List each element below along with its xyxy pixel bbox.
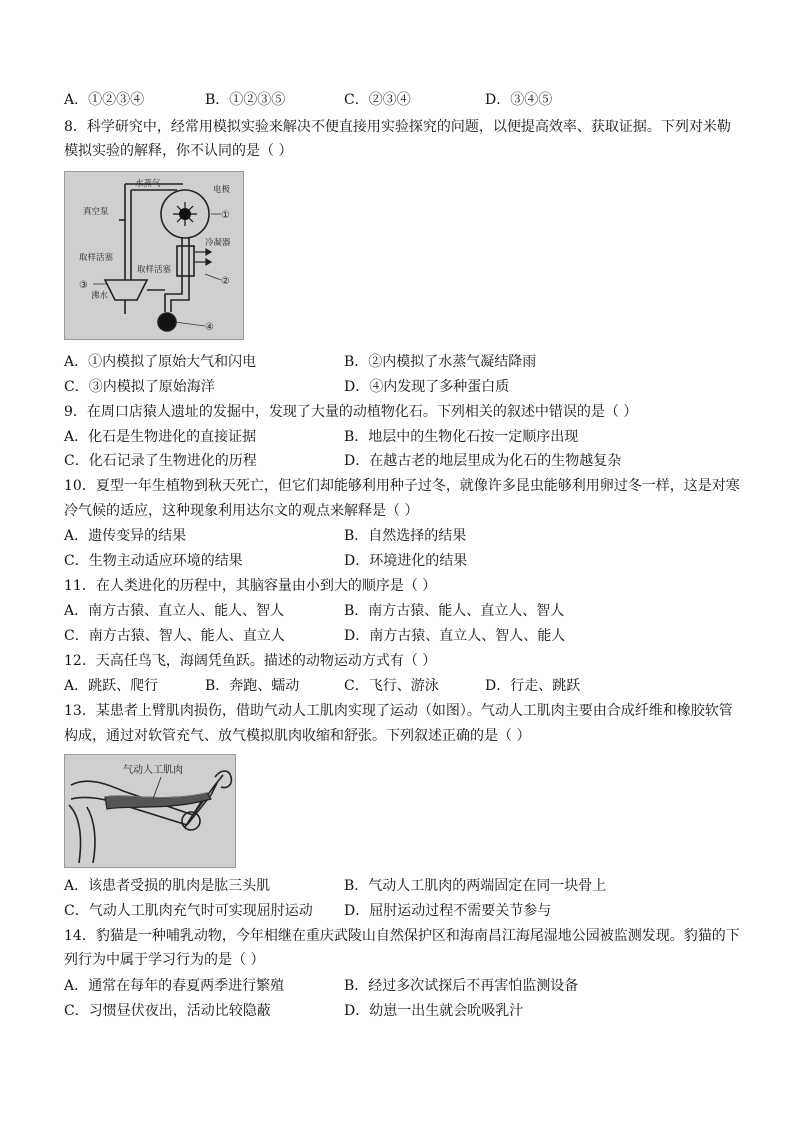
q10-option-a: A．遗传变异的结果 bbox=[64, 528, 187, 544]
q10-option-d: D．环境进化的结果 bbox=[344, 553, 468, 569]
q11-option-d: D．南方古猿、直立人、智人、能人 bbox=[344, 628, 566, 644]
q10-option-c: C．生物主动适应环境的结果 bbox=[64, 553, 243, 569]
q8-option-a: A．①内模拟了原始大气和闪电 bbox=[64, 354, 257, 370]
q9-option-b: B．地层中的生物化石按一定顺序出现 bbox=[344, 429, 579, 445]
q14-option-d: D．幼崽一出生就会吮吸乳汁 bbox=[344, 1003, 524, 1019]
label-sampling-valve-left: 取样活塞 bbox=[79, 253, 114, 263]
label-vacuum-pump: 真空泵 bbox=[83, 207, 109, 217]
q14-stem-line1: 14．豹猫是一种哺乳动物，今年相继在重庆武陵山自然保护区和海南昌江海尾湿地公园被监测发现。豹猫的下 bbox=[64, 928, 740, 944]
label-sampling-valve-right: 取样活塞 bbox=[137, 265, 172, 275]
q12-option-d: D．行走、跳跃 bbox=[485, 678, 581, 694]
q14-option-b: B．经过多次试探后不再害怕监测设备 bbox=[344, 978, 579, 994]
q13-stem-line1: 13．某患者上臂肌肉损伤，借助气动人工肌肉实现了运动（如图）。气动人工肌肉主要由合成纤维和橡胶软管 bbox=[64, 703, 733, 719]
label-steam: 水蒸气 bbox=[135, 179, 161, 189]
q7-option-a: A．①②③④ bbox=[64, 92, 145, 108]
miller-apparatus-figure bbox=[64, 171, 244, 340]
label-artificial-muscle: 气动人工肌肉 bbox=[123, 765, 183, 776]
q11-stem: 11．在人类进化的历程中，其脑容量由小到大的顺序是（ ） bbox=[64, 578, 437, 594]
q7-option-b: B．①②③⑤ bbox=[205, 92, 286, 108]
q12-stem: 12．天高任鸟飞，海阔凭鱼跃。描述的动物运动方式有（ ） bbox=[64, 653, 437, 669]
label-electrode: 电极 bbox=[213, 185, 231, 195]
label-condenser: 冷凝器 bbox=[205, 238, 231, 248]
label-marker-2: ② bbox=[221, 276, 230, 287]
q8-option-c: C．③内模拟了原始海洋 bbox=[64, 379, 215, 395]
q14-option-c: C．习惯昼伏夜出，活动比较隐蔽 bbox=[64, 1003, 271, 1019]
q11-option-a: A．南方古猿、直立人、能人、智人 bbox=[64, 603, 285, 619]
q13-option-c: C．气动人工肌肉充气时可实现屈肘运动 bbox=[64, 903, 313, 919]
q13-option-a: A．该患者受损的肌肉是肱三头肌 bbox=[64, 878, 271, 894]
q8-option-d: D．④内发现了多种蛋白质 bbox=[344, 379, 510, 395]
q10-stem-line2: 冷气候的适应，这种现象利用达尔文的观点来解释是（ ） bbox=[64, 503, 419, 519]
q11-option-b: B．南方古猿、能人、直立人、智人 bbox=[344, 603, 565, 619]
q9-option-c: C．化石记录了生物进化的历程 bbox=[64, 453, 257, 469]
q10-option-b: B．自然选择的结果 bbox=[344, 528, 467, 544]
q9-option-d: D．在越古老的地层里成为化石的生物越复杂 bbox=[344, 453, 622, 469]
artificial-muscle-diagram bbox=[65, 755, 235, 867]
artificial-muscle-figure bbox=[64, 754, 236, 868]
q13-option-d: D．屈肘运动过程不需要关节参与 bbox=[344, 903, 552, 919]
q8-stem-line1: 8．科学研究中，经常用模拟实验来解决不便直接用实验探究的问题，以便提高效率、获取证据。下列对米勒 bbox=[64, 119, 731, 135]
label-boiling-water: 沸水 bbox=[91, 291, 109, 301]
q12-option-a: A．跳跃、爬行 bbox=[64, 678, 159, 694]
q14-option-a: A．通常在每年的春夏两季进行繁殖 bbox=[64, 978, 285, 994]
q9-stem: 9．在周口店猿人遗址的发掘中，发现了大量的动植物化石。下列相关的叙述中错误的是（ ） bbox=[64, 404, 638, 420]
label-marker-4: ④ bbox=[205, 322, 214, 333]
q12-option-b: B．奔跑、蠕动 bbox=[205, 678, 300, 694]
miller-apparatus-diagram bbox=[65, 172, 243, 339]
q7-option-c: C．②③④ bbox=[344, 92, 411, 108]
q12-option-c: C．飞行、游泳 bbox=[344, 678, 439, 694]
label-marker-1: ① bbox=[221, 210, 230, 221]
q13-stem-line2: 构成，通过对软管充气、放气模拟肌肉收缩和舒张。下列叙述正确的是（ ） bbox=[64, 728, 531, 744]
q8-stem-line2: 模拟实验的解释，你不认同的是（ ） bbox=[64, 143, 293, 159]
q13-option-b: B．气动人工肌肉的两端固定在同一块骨上 bbox=[344, 878, 607, 894]
q9-option-a: A．化石是生物进化的直接证据 bbox=[64, 429, 257, 445]
spark-icon bbox=[179, 208, 191, 220]
q14-stem-line2: 列行为中属于学习行为的是（ ） bbox=[64, 952, 265, 968]
q10-stem-line1: 10．夏型一年生植物到秋天死亡，但它们却能够利用种子过冬，就像许多昆虫能够利用卵过冬一样，这是对寒 bbox=[64, 478, 740, 494]
q8-option-b: B．②内模拟了水蒸气凝结降雨 bbox=[344, 354, 537, 370]
q11-option-c: C．南方古猿、智人、能人、直立人 bbox=[64, 628, 285, 644]
q7-option-d: D．③④⑤ bbox=[485, 92, 553, 108]
label-marker-3: ③ bbox=[79, 280, 88, 291]
